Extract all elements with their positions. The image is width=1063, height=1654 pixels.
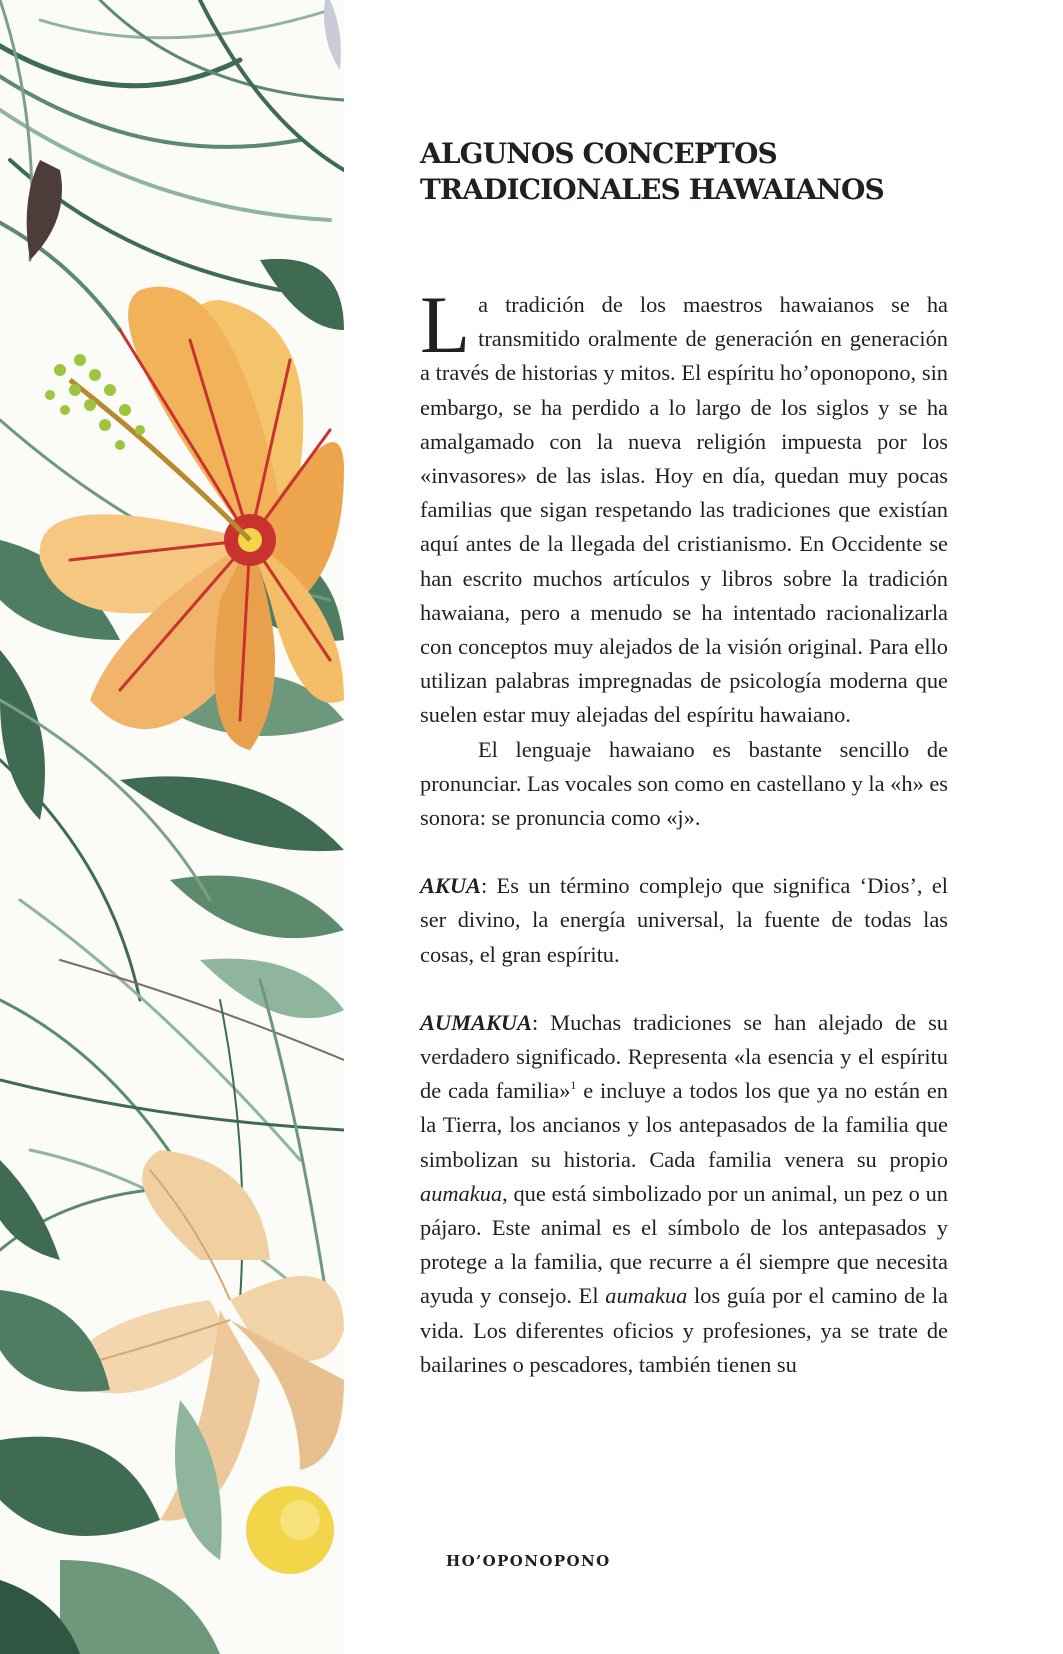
- aumakua-italic-1: aumakua: [420, 1180, 503, 1206]
- intro-text: a tradición de los maestros hawaianos se ha transmitido oralmente de generación en generación a través de historias y mitos. El espíritu ho’oponopono, sin embargo, se ha perdido a lo largo de los siglos y se ha amalgamado con la nueva religión impuesta por los «invasores» de las islas. Hoy en día, quedan muy pocas familias que sigan respetando las tradiciones que existían aquí antes de la llegada del cristianismo. En Occidente se han escrito muchos artículos y libros sobre la tradición hawaiana, pero a menudo se ha intentado racionalizarla con conceptos muy alejados de la visión original. Para ello utilizan palabras impregnadas de psicología moderna que suelen estar muy alejadas del espíritu hawaiano.: [420, 292, 948, 728]
- aumakua-definition: [420, 1006, 948, 1382]
- aumakua-term: AUMAKUA: [420, 1009, 532, 1035]
- hibiscus-flower: [40, 287, 344, 750]
- title-line-2: TRADICIONALES HAWAIANOS: [420, 173, 884, 206]
- akua-term: AKUA: [420, 873, 481, 899]
- aumakua-text-2: e incluye a todos los que ya no están en la Tierra, los ancianos y los antepasados de la familia que simbolizan su historia. Cada familia venera su propio: [420, 1078, 948, 1172]
- aumakua-italic-2: aumakua: [605, 1283, 688, 1309]
- text-column: [420, 136, 948, 1382]
- tropical-floral-illustration: [0, 0, 344, 1654]
- floral-illustration-svg: [0, 0, 344, 1654]
- top-petal-grey: [324, 0, 341, 70]
- aumakua-text-4: los guía por el camino de la vida. Los diferentes oficios y profesiones, ya se trate de bailarines o pescadores, también tienen su: [420, 1283, 948, 1377]
- page-title: [420, 136, 948, 208]
- footnote-marker: 1: [570, 1078, 577, 1093]
- aumakua-text-3: , que está simbolizado por un animal, un pez o un pájaro. Este animal es el símbolo de los antepasados y protege a la familia, que recurre a él siempre que necesita ayuda y consejo. El: [420, 1180, 948, 1309]
- akua-text: : Es un término complejo que significa ‘Dios’, el ser divino, la energía universal, la fuente de todas las cosas, el gran espíritu.: [420, 873, 948, 967]
- akua-definition: [420, 869, 948, 972]
- intro-paragraph: [420, 279, 948, 733]
- aumakua-text-1: : Muchas tradiciones se han alejado de su verdadero significado. Representa «la esencia y el espíritu de cada familia»: [420, 1009, 948, 1104]
- language-note-paragraph: El lenguaje hawaiano es bastante sencillo de pronunciar. Las vocales son como en castellano y la «h» es sonora: se pronuncia como «j».: [420, 736, 948, 831]
- drop-cap: L: [420, 279, 471, 370]
- hibiscus-stamen: [45, 354, 145, 450]
- running-footer: HO’OPONOPONO: [446, 1552, 611, 1570]
- body-text: [420, 279, 948, 1382]
- title-line-1: ALGUNOS CONCEPTOS: [420, 137, 777, 170]
